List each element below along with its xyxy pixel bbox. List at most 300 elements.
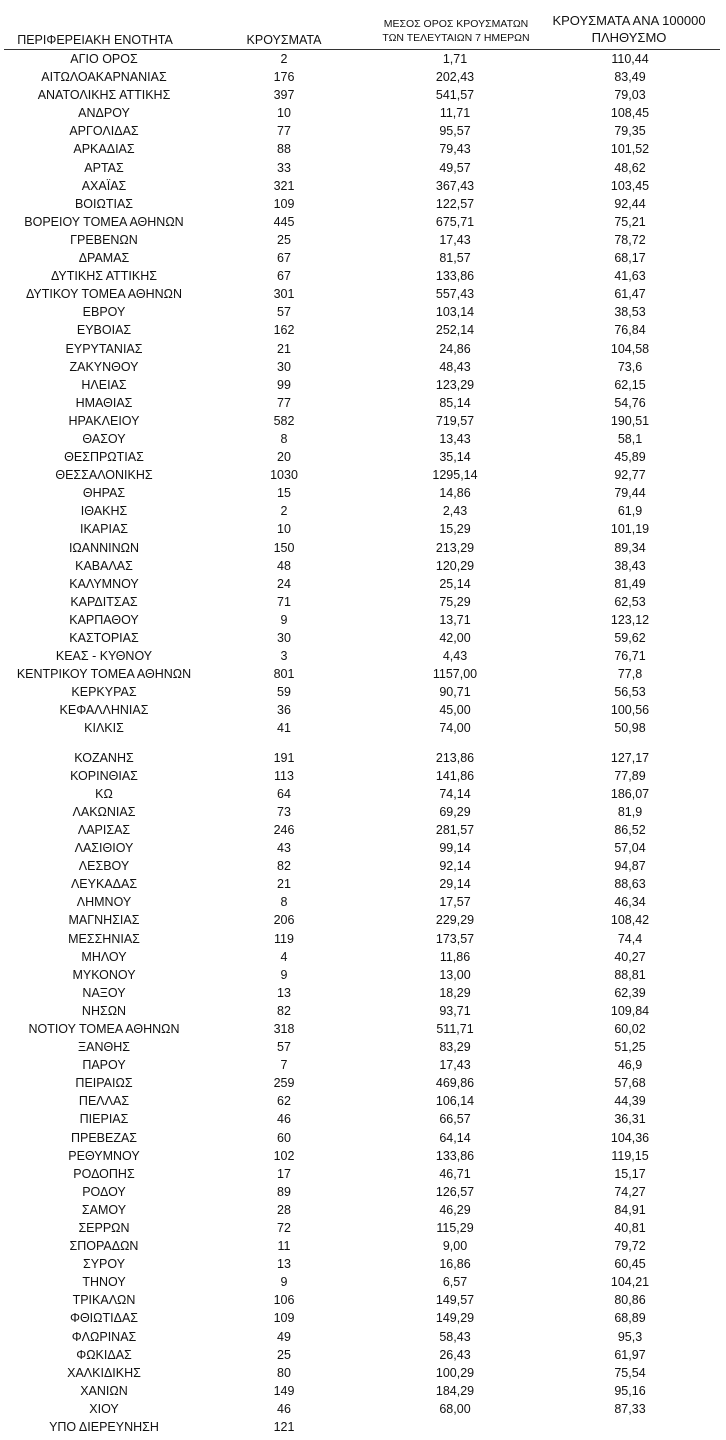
region-cell: ΛΑΡΙΣΑΣ: [77, 822, 131, 837]
avg7-cell: 75,29: [439, 594, 471, 609]
cases-cell: 30: [277, 631, 291, 645]
per100k-cell: 94,87: [614, 859, 646, 874]
avg7-cell: 15,29: [439, 522, 471, 537]
region-cell: ΑΓΙΟ ΟΡΟΣ: [70, 52, 138, 66]
region-cell: ΤΗΝΟΥ: [82, 1275, 126, 1290]
header-per100k: [540, 12, 718, 46]
table-row: [0, 1237, 726, 1255]
table-row: [0, 803, 726, 821]
region-cell: ΥΠΟ ΔΙΕΡΕΥΝΗΣΗ: [49, 1420, 159, 1435]
per100k-cell: 92,77: [614, 468, 646, 483]
cases-cell: 59: [277, 685, 291, 700]
table-row: [0, 557, 726, 575]
per100k-cell: 104,36: [610, 1130, 650, 1145]
per100k-cell: 61,9: [617, 504, 643, 519]
region-cell: ΠΕΙΡΑΙΩΣ: [75, 1076, 133, 1091]
cases-cell: 3: [280, 649, 288, 664]
per100k-cell: 74,27: [614, 1184, 646, 1199]
avg7-cell: 24,86: [439, 341, 471, 356]
per100k-cell: 108,45: [610, 106, 650, 121]
per100k-cell: 74,4: [617, 931, 643, 946]
region-cell: ΛΑΚΩΝΙΑΣ: [72, 804, 136, 819]
avg7-cell: 13,43: [439, 431, 471, 446]
per100k-cell: 68,17: [614, 251, 646, 266]
avg7-cell: 252,14: [435, 323, 475, 338]
table-row: [0, 984, 726, 1002]
region-cell: ΒΟΙΩΤΙΑΣ: [74, 196, 134, 211]
cases-cell: 67: [277, 269, 291, 284]
cases-cell: 321: [273, 178, 295, 193]
per100k-cell: 95,3: [617, 1329, 643, 1344]
cases-cell: 582: [273, 413, 295, 428]
table-row: [0, 122, 726, 140]
cases-cell: 397: [273, 88, 295, 103]
per100k-cell: 50,98: [614, 721, 646, 736]
per100k-cell: 77,8: [617, 667, 643, 682]
table-row: [0, 1056, 726, 1074]
region-cell: ΚΟΖΑΝΗΣ: [74, 750, 134, 765]
table-row: [0, 1309, 726, 1327]
region-cell: ΚΟΡΙΝΘΙΑΣ: [70, 768, 138, 783]
cases-cell: 46: [277, 1112, 291, 1127]
avg7-cell: 85,14: [439, 395, 471, 410]
table-row: [0, 394, 726, 412]
region-cell: ΕΒΡΟΥ: [82, 305, 126, 320]
region-cell: ΑΡΓΟΛΙΔΑΣ: [69, 124, 139, 139]
table-row: [0, 1201, 726, 1219]
per100k-cell: 41,63: [614, 269, 646, 284]
region-cell: ΔΥΤΙΚΗΣ ΑΤΤΙΚΗΣ: [51, 269, 157, 284]
avg7-cell: 6,57: [442, 1275, 468, 1290]
avg7-cell: 35,14: [439, 450, 471, 465]
cases-cell: 88: [277, 142, 291, 157]
region-cell: ΝΗΣΩΝ: [81, 1003, 127, 1018]
table-row: [0, 484, 726, 502]
table-row: [0, 1328, 726, 1346]
region-cell: ΞΑΝΘΗΣ: [78, 1040, 130, 1055]
cases-cell: 82: [277, 1003, 291, 1018]
per100k-cell: 54,76: [614, 395, 646, 410]
avg7-cell: 18,29: [439, 985, 471, 1000]
region-cell: ΘΕΣΣΑΛΟΝΙΚΗΣ: [55, 468, 153, 483]
cases-cell: 10: [277, 522, 291, 537]
per100k-cell: 57,68: [614, 1076, 646, 1091]
per100k-cell: 127,17: [610, 750, 650, 765]
avg7-cell: 281,57: [435, 822, 475, 837]
table-row: [0, 665, 726, 683]
cases-cell: 57: [277, 1040, 291, 1055]
table-row: [0, 213, 726, 231]
cases-cell: 49: [277, 1329, 291, 1344]
header-per100k-line2: ΠΛΗΘΥΣΜΟ: [591, 30, 667, 45]
region-cell: ΗΡΑΚΛΕΙΟΥ: [68, 413, 140, 428]
cases-cell: 48: [277, 558, 291, 573]
region-cell: ΚΕΑΣ - ΚΥΘΝΟΥ: [55, 649, 153, 664]
table-row: [0, 611, 726, 629]
per100k-cell: 108,42: [610, 913, 650, 928]
cases-cell: 62: [277, 1094, 291, 1109]
region-cell: ΦΩΚΙΔΑΣ: [76, 1347, 132, 1362]
per100k-cell: 100,56: [610, 703, 650, 718]
region-cell: ΑΝΔΡΟΥ: [78, 106, 130, 121]
cases-cell: 77: [277, 395, 291, 410]
per100k-cell: 78,72: [614, 232, 646, 247]
avg7-cell: 66,57: [439, 1112, 471, 1127]
header-avg7: [370, 17, 542, 45]
avg7-cell: 74,14: [439, 786, 471, 801]
per100k-cell: 79,72: [614, 1239, 646, 1254]
cases-cell: 206: [273, 913, 295, 928]
cases-cell: 67: [277, 251, 291, 266]
avg7-cell: 123,29: [435, 377, 475, 392]
table-row: [0, 520, 726, 538]
avg7-cell: 213,86: [435, 750, 475, 765]
region-cell: ΠΡΕΒΕΖΑΣ: [70, 1130, 138, 1145]
per100k-cell: 87,33: [614, 1401, 646, 1416]
region-cell: ΛΕΥΚΑΔΑΣ: [70, 877, 138, 892]
cases-cell: 4: [280, 949, 288, 964]
cases-cell: 7: [280, 1058, 288, 1073]
cases-cell: 80: [277, 1365, 291, 1380]
table-row: [0, 376, 726, 394]
per100k-cell: 62,15: [614, 377, 646, 392]
per100k-cell: 62,39: [614, 985, 646, 1000]
avg7-cell: 11,86: [439, 949, 471, 964]
table-row: [0, 749, 726, 767]
per100k-cell: 88,81: [614, 967, 646, 982]
table-row: [0, 358, 726, 376]
avg7-cell: 69,29: [439, 804, 471, 819]
table-row: [0, 930, 726, 948]
avg7-cell: 26,43: [439, 1347, 471, 1362]
table-row: [0, 839, 726, 857]
cases-cell: 9: [280, 1275, 288, 1290]
table-row: [0, 1038, 726, 1056]
region-cell: ΣΑΜΟΥ: [81, 1202, 127, 1217]
cases-cell: 106: [273, 1293, 295, 1308]
table-row: [0, 68, 726, 86]
region-cell: ΜΥΚΟΝΟΥ: [72, 967, 136, 982]
table-row: [0, 593, 726, 611]
region-cell: ΕΥΡΥΤΑΝΙΑΣ: [65, 341, 143, 356]
cases-cell: 149: [273, 1383, 295, 1398]
cases-cell: 9: [280, 612, 288, 627]
cases-cell: 20: [277, 450, 291, 465]
per100k-cell: 38,53: [614, 305, 646, 320]
table-row: [0, 719, 726, 737]
per100k-cell: 84,91: [614, 1202, 646, 1217]
table-row: [0, 875, 726, 893]
avg7-cell: 42,00: [439, 631, 471, 645]
cases-cell: 64: [277, 786, 291, 801]
table-row: [0, 1400, 726, 1418]
region-cell: ΧΙΟΥ: [89, 1401, 119, 1416]
per100k-cell: 60,45: [614, 1257, 646, 1272]
per100k-cell: 45,89: [614, 450, 646, 465]
avg7-cell: 14,86: [439, 486, 471, 501]
per100k-cell: 73,6: [617, 359, 643, 374]
cases-cell: 246: [273, 822, 295, 837]
per100k-cell: 61,97: [614, 1347, 646, 1362]
table-row: [0, 1002, 726, 1020]
table-row: [0, 1020, 726, 1038]
avg7-cell: 17,43: [439, 232, 471, 247]
per100k-cell: 123,12: [610, 612, 650, 627]
avg7-cell: 99,14: [439, 841, 471, 856]
avg7-cell: 68,00: [439, 1401, 471, 1416]
per100k-cell: 109,84: [610, 1003, 650, 1018]
region-cell: ΚΑΒΑΛΑΣ: [75, 558, 133, 573]
per100k-cell: 76,71: [614, 649, 646, 664]
region-cell: ΣΕΡΡΩΝ: [78, 1221, 130, 1235]
avg7-cell: 64,14: [439, 1130, 471, 1145]
cases-cell: 162: [273, 323, 295, 338]
avg7-cell: 13,00: [439, 967, 471, 982]
avg7-cell: 184,29: [435, 1383, 475, 1398]
avg7-cell: 92,14: [439, 859, 471, 874]
per100k-cell: 79,03: [614, 88, 646, 103]
avg7-cell: 1295,14: [432, 468, 478, 483]
cases-cell: 33: [277, 160, 291, 175]
per100k-cell: 57,04: [614, 841, 646, 856]
cases-cell: 445: [273, 214, 295, 229]
table-row: [0, 629, 726, 647]
table-row: [0, 1382, 726, 1400]
cases-cell: 30: [277, 359, 291, 374]
cases-cell: 259: [273, 1076, 295, 1091]
region-cell: ΜΑΓΝΗΣΙΑΣ: [68, 913, 140, 928]
avg7-cell: 202,43: [435, 70, 475, 85]
table-row: [0, 539, 726, 557]
avg7-cell: 16,86: [439, 1257, 471, 1272]
table-row: [0, 159, 726, 177]
per100k-cell: 40,27: [614, 949, 646, 964]
cases-cell: 24: [277, 576, 291, 591]
per100k-cell: 79,35: [614, 124, 646, 139]
avg7-cell: 46,71: [439, 1166, 471, 1181]
header-avg7-line1: ΜΕΣΟΣ ΟΡΟΣ ΚΡΟΥΣΜΑΤΩΝ: [383, 18, 529, 30]
cases-cell: 82: [277, 859, 291, 874]
table-row: [0, 86, 726, 104]
avg7-cell: 13,71: [439, 612, 471, 627]
cases-cell: 10: [277, 106, 291, 121]
region-cell: ΠΑΡΟΥ: [82, 1058, 126, 1073]
table-row: [0, 1129, 726, 1147]
per100k-cell: 68,89: [614, 1311, 646, 1326]
table-row: [0, 1346, 726, 1364]
cases-cell: 46: [277, 1401, 291, 1416]
table-row: [0, 231, 726, 249]
avg7-cell: 141,86: [435, 768, 475, 783]
avg7-cell: 1157,00: [432, 667, 478, 682]
region-cell: ΡΟΔΟΠΗΣ: [73, 1166, 135, 1181]
cases-cell: 57: [277, 305, 291, 320]
per100k-cell: 75,54: [614, 1365, 646, 1380]
per100k-cell: 44,39: [614, 1094, 646, 1109]
per100k-cell: 89,34: [614, 540, 646, 555]
per100k-cell: 79,44: [614, 486, 646, 501]
region-cell: ΖΑΚΥΝΘΟΥ: [69, 359, 139, 374]
cases-cell: 113: [274, 768, 294, 783]
header-region: ΠΕΡΙΦΕΡΕΙΑΚΗ ΕΝΟΤΗΤΑ: [17, 33, 173, 47]
cases-cell: 89: [277, 1184, 291, 1199]
avg7-cell: 79,43: [439, 142, 471, 157]
cases-cell: 11: [277, 1239, 291, 1254]
table-row: [0, 911, 726, 929]
region-cell: ΑΡΤΑΣ: [84, 160, 124, 175]
region-cell: ΑΙΤΩΛΟΑΚΑΡΝΑΝΙΑΣ: [41, 70, 167, 85]
region-cell: ΓΡΕΒΕΝΩΝ: [70, 232, 138, 247]
cases-cell: 8: [280, 431, 288, 446]
cases-cell: 77: [277, 124, 291, 139]
table-row: [0, 448, 726, 466]
avg7-cell: 29,14: [439, 877, 471, 892]
avg7-cell: 133,86: [435, 269, 475, 284]
region-cell: ΚΑΡΔΙΤΣΑΣ: [70, 594, 138, 609]
avg7-cell: 1,71: [442, 52, 468, 66]
per100k-cell: 101,19: [610, 522, 650, 537]
region-cell: ΜΕΣΣΗΝΙΑΣ: [68, 931, 140, 946]
avg7-cell: 2,43: [442, 504, 468, 519]
per100k-cell: 81,9: [617, 804, 643, 819]
region-cell: ΔΡΑΜΑΣ: [78, 251, 130, 266]
cases-cell: 150: [273, 540, 295, 555]
region-cell: ΝΑΞΟΥ: [82, 985, 126, 1000]
table-row: [0, 1418, 726, 1436]
table-row: [0, 1074, 726, 1092]
cases-cell: 43: [277, 841, 291, 856]
table-row: [0, 249, 726, 267]
avg7-cell: 11,71: [439, 106, 471, 121]
table-header: [0, 0, 726, 50]
header-cases: ΚΡΟΥΣΜΑΤΑ: [246, 33, 322, 47]
per100k-cell: 101,52: [610, 142, 650, 157]
cases-cell: 1030: [270, 468, 298, 483]
header-avg7-line2: ΤΩΝ ΤΕΛΕΥΤΑΙΩΝ 7 ΗΜΕΡΩΝ: [382, 32, 530, 44]
table-row: [0, 50, 726, 68]
cases-cell: 191: [273, 750, 295, 765]
avg7-cell: 126,57: [435, 1184, 475, 1199]
cases-cell: 36: [277, 703, 291, 718]
per100k-cell: 83,49: [614, 70, 646, 85]
region-cell: ΛΗΜΝΟΥ: [76, 895, 132, 910]
cases-cell: 25: [277, 232, 291, 247]
avg7-cell: 511,71: [436, 1021, 474, 1036]
avg7-cell: 81,57: [439, 251, 471, 266]
region-cell: ΙΩΑΝΝΙΝΩΝ: [68, 540, 140, 555]
per100k-cell: 104,58: [610, 341, 650, 356]
region-cell: ΚΑΣΤΟΡΙΑΣ: [69, 631, 139, 645]
table-row: [0, 177, 726, 195]
table-row: [0, 1219, 726, 1237]
cases-cell: 109: [273, 196, 295, 211]
region-cell: ΑΝΑΤΟΛΙΚΗΣ ΑΤΤΙΚΗΣ: [37, 88, 171, 103]
per100k-cell: 103,45: [610, 178, 650, 193]
per100k-cell: 80,86: [614, 1293, 646, 1308]
avg7-cell: 83,29: [439, 1040, 471, 1055]
cases-cell: 13: [277, 985, 291, 1000]
per100k-cell: 40,81: [614, 1221, 646, 1235]
avg7-cell: 557,43: [435, 287, 475, 302]
region-cell: ΛΑΣΙΘΙΟΥ: [74, 841, 134, 856]
avg7-cell: 122,57: [435, 196, 475, 211]
table-row: [0, 857, 726, 875]
cases-cell: 801: [273, 667, 295, 682]
per100k-cell: 104,21: [610, 1275, 650, 1290]
table-row: [0, 683, 726, 701]
region-cell: ΚΙΛΚΙΣ: [84, 721, 124, 736]
table-row: [0, 701, 726, 719]
avg7-cell: 229,29: [435, 913, 475, 928]
per100k-cell: 48,62: [614, 160, 646, 175]
region-cell: ΕΥΒΟΙΑΣ: [76, 323, 132, 338]
per100k-cell: 119,15: [611, 1148, 649, 1163]
per100k-cell: 186,07: [610, 786, 650, 801]
avg7-cell: 106,14: [435, 1094, 475, 1109]
table-row: [0, 140, 726, 158]
avg7-cell: 9,00: [442, 1239, 468, 1254]
avg7-cell: 115,29: [436, 1221, 474, 1235]
region-cell: ΒΟΡΕΙΟΥ ΤΟΜΕΑ ΑΘΗΝΩΝ: [24, 214, 184, 229]
per100k-cell: 61,47: [614, 287, 646, 302]
table-row: [0, 430, 726, 448]
region-cell: ΘΕΣΠΡΩΤΙΑΣ: [64, 450, 144, 465]
per100k-cell: 77,89: [614, 768, 646, 783]
header-per100k-line1: ΚΡΟΥΣΜΑΤΑ ΑΝΑ 100000: [552, 13, 706, 28]
table-row: [0, 1092, 726, 1110]
table-row: [0, 303, 726, 321]
per100k-cell: 58,1: [617, 431, 643, 446]
table-row: [0, 412, 726, 430]
per100k-cell: 60,02: [614, 1021, 646, 1036]
cases-cell: 17: [277, 1166, 291, 1181]
table-row: [0, 321, 726, 339]
region-cell: ΗΜΑΘΙΑΣ: [75, 395, 133, 410]
avg7-cell: 45,00: [439, 703, 471, 718]
avg7-cell: 173,57: [435, 931, 475, 946]
avg7-cell: 58,43: [439, 1329, 471, 1344]
table-row: [0, 785, 726, 803]
cases-cell: 60: [277, 1130, 291, 1145]
cases-cell: 71: [277, 594, 291, 609]
avg7-cell: 100,29: [435, 1365, 475, 1380]
region-cell: ΣΠΟΡΑΔΩΝ: [69, 1239, 139, 1254]
region-cell: ΙΘΑΚΗΣ: [80, 504, 128, 519]
cases-cell: 119: [274, 931, 294, 946]
table-row: [0, 1165, 726, 1183]
cases-cell: 25: [277, 1347, 291, 1362]
region-cell: ΧΑΝΙΩΝ: [80, 1383, 128, 1398]
avg7-cell: 93,71: [439, 1003, 471, 1018]
per100k-cell: 59,62: [614, 631, 646, 645]
avg7-cell: 49,57: [439, 160, 471, 175]
region-cell: ΜΗΛΟΥ: [81, 949, 127, 964]
avg7-cell: 541,57: [435, 88, 475, 103]
table-row: [0, 893, 726, 911]
region-cell: ΠΙΕΡΙΑΣ: [79, 1112, 129, 1127]
region-cell: ΙΚΑΡΙΑΣ: [79, 522, 129, 537]
avg7-cell: 149,29: [435, 1311, 475, 1326]
cases-cell: 2: [280, 52, 288, 66]
avg7-cell: 4,43: [442, 649, 468, 664]
region-cell: ΦΘΙΩΤΙΔΑΣ: [69, 1311, 139, 1326]
cases-cell: 21: [277, 877, 291, 892]
table-row: [0, 466, 726, 484]
table-body: [0, 50, 726, 1436]
per100k-cell: 51,25: [614, 1040, 646, 1055]
table-row: [0, 104, 726, 122]
region-cell: ΚΕΦΑΛΛΗΝΙΑΣ: [59, 703, 149, 718]
